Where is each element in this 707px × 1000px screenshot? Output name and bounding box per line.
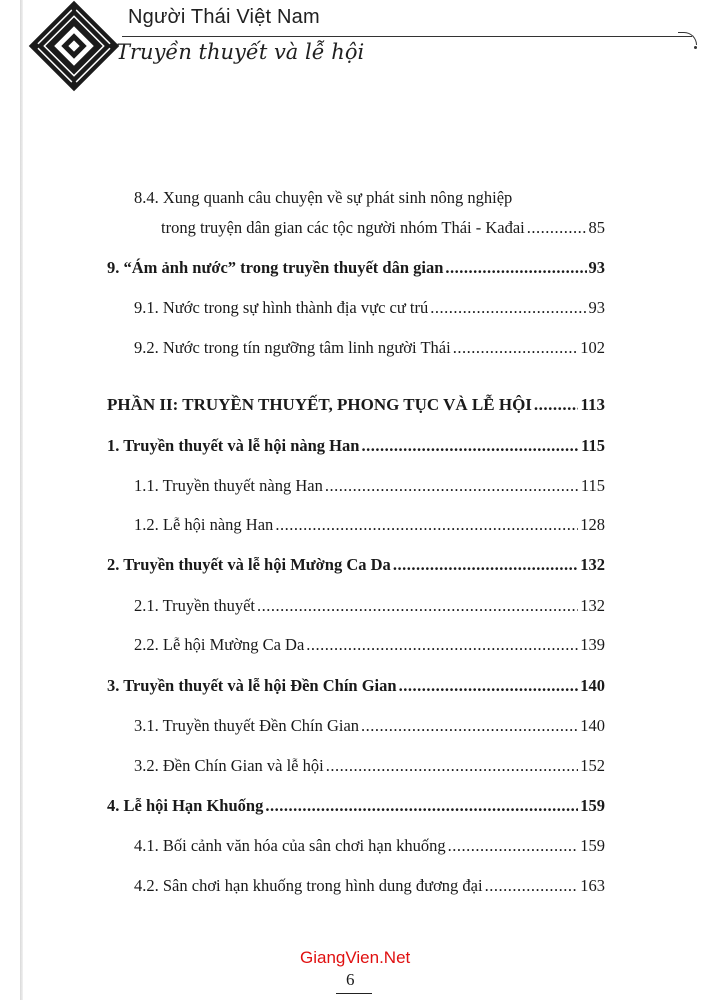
dot-leader — [257, 596, 578, 616]
toc-entry-page: 140 — [580, 676, 605, 695]
toc-entry-label: 3.2. Đền Chín Gian và lễ hội — [134, 756, 324, 775]
toc-entry-label: 9.2. Nước trong tín ngưỡng tâm linh người Thái — [134, 338, 451, 357]
toc-entry-label: 1. Truyền thuyết và lễ hội nàng Han — [107, 436, 360, 455]
toc-entry-page: 85 — [588, 218, 605, 237]
toc-entry-page: 113 — [580, 395, 605, 414]
toc-entry-1 — [107, 436, 605, 456]
toc-entry-label: 2.2. Lễ hội Mường Ca Da — [134, 635, 305, 654]
dot-leader — [485, 876, 579, 896]
dot-leader — [534, 395, 579, 415]
page-number: 6 — [346, 970, 355, 989]
dot-leader — [265, 796, 578, 816]
dot-leader — [448, 836, 579, 856]
toc-entry-label: 3.1. Truyền thuyết Đền Chín Gian — [134, 716, 360, 735]
toc-part-label: PHẦN II: TRUYỀN THUYẾT, PHONG TỤC VÀ LỄ HỘI — [107, 395, 532, 414]
dot-leader — [430, 298, 586, 318]
toc-entry-page: 159 — [580, 836, 605, 855]
toc-entry-page: 128 — [580, 515, 605, 534]
toc-entry-9 — [107, 258, 605, 278]
toc-entry-page: 132 — [580, 555, 605, 574]
toc-entry-4-1 — [134, 836, 605, 856]
toc-entry-label: 4. Lễ hội Hạn Khuống — [107, 796, 264, 815]
dot-leader — [361, 436, 579, 456]
dot-leader — [393, 555, 578, 575]
toc-entry-page: 152 — [580, 756, 605, 775]
toc-entry-page: 132 — [580, 596, 605, 615]
toc-entry-page: 159 — [580, 796, 605, 815]
dot-leader — [326, 756, 579, 776]
toc-entry-9-2 — [134, 338, 605, 358]
toc-entry-label: 2. Truyền thuyết và lễ hội Mường Ca Da — [107, 555, 391, 574]
dot-leader — [325, 476, 579, 496]
toc-entry-page: 139 — [580, 635, 605, 654]
toc-entry-label: 9.1. Nước trong sự hình thành địa vực cư trú — [134, 298, 429, 317]
dot-leader — [361, 716, 578, 736]
toc-entry-2-1 — [134, 596, 605, 616]
toc-entry-4-2 — [134, 876, 605, 896]
toc-part-2 — [107, 395, 605, 415]
toc-entry-label: 3. Truyền thuyết và lễ hội Đền Chín Gian — [107, 676, 397, 695]
toc-entry-page: 93 — [588, 298, 605, 317]
toc-entry-page: 115 — [581, 436, 605, 455]
dot-leader — [445, 258, 586, 278]
toc-entry-label: 4.1. Bối cảnh văn hóa của sân chơi hạn khuống — [134, 836, 446, 855]
dot-leader — [306, 635, 578, 655]
header-title: Người Thái Việt Nam — [128, 6, 320, 28]
toc-entry-label: 2.1. Truyền thuyết — [134, 596, 256, 615]
toc-entry-label: 4.2. Sân chơi hạn khuống trong hình dung đương đại — [134, 876, 483, 895]
toc-entry-2 — [107, 555, 605, 575]
toc-entry-4 — [107, 796, 605, 816]
toc-entry-label: trong truyện dân gian các tộc người nhóm Thái - Kađai — [161, 218, 525, 237]
toc-entry-3 — [107, 676, 605, 696]
toc-entry-8-4-line1: 8.4. Xung quanh câu chuyện về sự phát sinh nông nghiệp — [134, 188, 513, 207]
page-number-rule — [336, 993, 372, 994]
toc-entry-label: 9. “Ám ảnh nước” trong truyền thuyết dân gian — [107, 258, 444, 277]
toc-entry-9-1 — [134, 298, 605, 318]
toc-entry-page: 102 — [580, 338, 605, 357]
dot-leader — [275, 515, 578, 535]
toc-entry-3-2 — [134, 756, 605, 776]
header-subtitle: Truyền thuyết và lễ hội — [116, 40, 365, 64]
toc-entry-page: 163 — [580, 876, 605, 895]
dot-leader — [399, 676, 579, 696]
toc-entry-label: 1.1. Truyền thuyết nàng Han — [134, 476, 323, 495]
dot-leader — [527, 218, 587, 238]
toc-entry-1-1 — [134, 476, 605, 496]
toc-entry-1-2 — [134, 515, 605, 535]
watermark-link[interactable]: GiangVien.Net — [300, 948, 411, 967]
toc-entry-page: 115 — [580, 476, 605, 495]
toc-entry-page: 140 — [580, 716, 605, 735]
toc-entry-page: 93 — [588, 258, 605, 277]
toc-entry-label: 1.2. Lễ hội nàng Han — [134, 515, 274, 534]
toc-entry-2-2 — [134, 635, 605, 655]
toc-entry-8-4 — [161, 218, 605, 238]
dot-leader — [453, 338, 579, 358]
toc-entry-3-1 — [134, 716, 605, 736]
